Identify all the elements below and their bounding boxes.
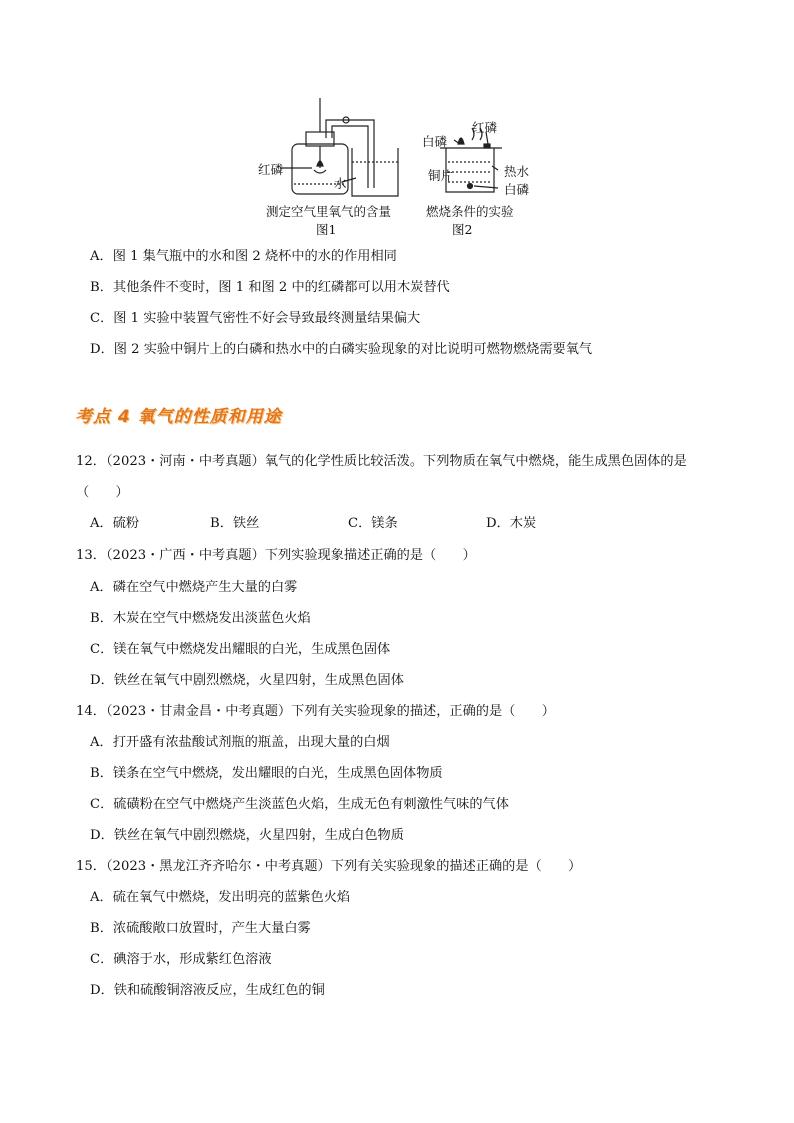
fig2-label-white-phosphorus-top: 白磷 <box>422 134 448 149</box>
q15-option-a: A．硫在氧气中燃烧，发出明亮的蓝紫色火焰 <box>90 890 351 905</box>
q12-option-a: A．硫粉 <box>90 516 140 531</box>
q13-stem: 13．（2023・广西・中考真题）下列实验现象描述正确的是（ ） <box>76 548 476 563</box>
fig2-number: 图2 <box>452 222 473 237</box>
q12-option-b: B．铁丝 <box>210 516 260 531</box>
fig2-label-red-phosphorus: 红磷 <box>472 120 498 135</box>
figure-drawing <box>250 92 540 210</box>
section-title: 考点 4 氧气的性质和用途 <box>75 407 282 427</box>
q14-option-d: D．铁丝在氧气中剧烈燃烧，火星四射，生成白色物质 <box>90 828 404 843</box>
q14-stem: 14．（2023・甘肃金昌・中考真题）下列有关实验现象的描述，正确的是（ ） <box>76 704 555 719</box>
q11-option-c: C．图 1 实验中装置气密性不好会导致最终测量结果偏大 <box>90 311 421 326</box>
q14-option-c: C．硫磺粉在空气中燃烧产生淡蓝色火焰，生成无色有刺激性气味的气体 <box>90 797 509 812</box>
q13-option-c: C．镁在氧气中燃烧发出耀眼的白光，生成黑色固体 <box>90 642 391 657</box>
q12-option-c: C．镁条 <box>348 516 398 531</box>
fig2-label-hot-water: 热水 <box>504 164 530 179</box>
fig1-number: 图1 <box>316 222 337 237</box>
fig2-caption: 燃烧条件的实验 <box>426 204 514 219</box>
q13-option-d: D．铁丝在氧气中剧烈燃烧，火星四射，生成黑色固体 <box>90 673 404 688</box>
fig1-label-water: 水 <box>334 176 347 191</box>
q15-option-b: B．浓硫酸敞口放置时，产生大量白雾 <box>90 921 311 936</box>
q11-option-d: D．图 2 实验中铜片上的白磷和热水中的白磷实验现象的对比说明可燃物燃烧需要氧气 <box>90 342 593 357</box>
q11-option-a: A．图 1 集气瓶中的水和图 2 烧杯中的水的作用相同 <box>90 249 397 264</box>
q14-option-a: A．打开盛有浓盐酸试剂瓶的瓶盖，出现大量的白烟 <box>90 735 390 750</box>
q13-option-a: A．磷在空气中燃烧产生大量的白雾 <box>90 580 298 595</box>
fig1-caption: 测定空气里氧气的含量 <box>266 204 392 219</box>
q12-stem-line1: 12．（2023・河南・中考真题）氧气的化学性质比较活泼。下列物质在氧气中燃烧，能生成黑色固体的是 <box>76 454 687 469</box>
q13-option-b: B．木炭在空气中燃烧发出淡蓝色火焰 <box>90 611 311 626</box>
q15-option-c: C．碘溶于水，形成紫红色溶液 <box>90 952 272 967</box>
q15-stem: 15．（2023・黑龙江齐齐哈尔・中考真题）下列有关实验现象的描述正确的是（ ） <box>76 859 582 874</box>
q15-option-d: D．铁和硫酸铜溶液反应，生成红色的铜 <box>90 983 325 998</box>
fig2-label-white-phosphorus-bottom: 白磷 <box>504 182 530 197</box>
fig2-label-copper-sheet: 铜片 <box>428 168 454 183</box>
q12-stem-line2: （ ） <box>76 485 129 500</box>
q12-option-d: D．木炭 <box>486 516 537 531</box>
q14-option-b: B．镁条在空气中燃烧，发出耀眼的白光，生成黑色固体物质 <box>90 766 443 781</box>
fig1-label-red-phosphorus: 红磷 <box>258 162 284 177</box>
experiment-figures <box>250 92 540 240</box>
q11-option-b: B．其他条件不变时，图 1 和图 2 中的红磷都可以用木炭替代 <box>90 280 450 295</box>
